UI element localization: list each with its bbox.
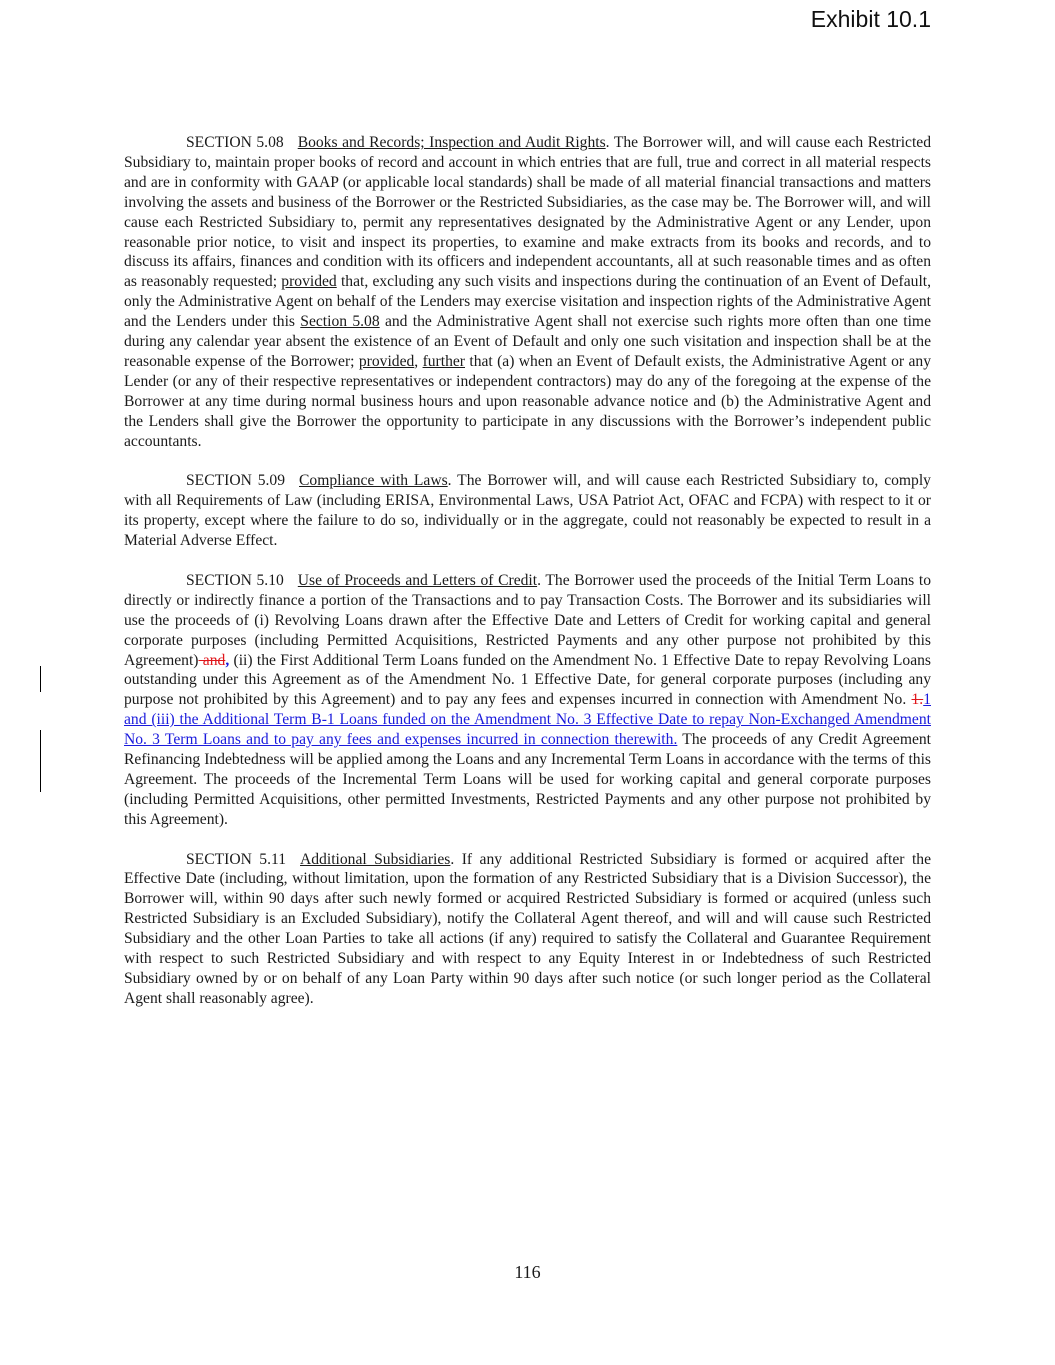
section-title: Use of Proceeds and Letters of Credit bbox=[297, 571, 538, 589]
section-title: Books and Records; Inspection and Audit Rights bbox=[297, 134, 606, 151]
section-text: that (a) when an Event of Default exists, the Administrative Agent or any Lender (or any of their respective representatives or independent contractors) may do any of the foregoing at the expense of the Borrower at any time during normal business hours and upon reasonable advance notice and (b) the Administrative Agent and the Lenders shall give the Borrower the opportunity to participate in any discussions with the Borrower’s independent public accountants. bbox=[124, 352, 931, 450]
section-title: Additional Subsidiaries bbox=[300, 850, 451, 868]
inserted-text: , bbox=[225, 651, 230, 669]
deleted-text: 1. bbox=[911, 691, 924, 709]
page-number: 116 bbox=[514, 1262, 541, 1282]
section-text: The proceeds of any Credit Agreement Refinancing Indebtedness will be applied among the Loans and any Incremental Term Loans in accordance with the terms of this Agreement. The proceeds of the Incremental Term Loans will be used for working capital and general corporate purposes (including Permitted Acquisitions, other permitted Investments, Restricted Payments and any other purpose not prohibited by this Agreement). bbox=[124, 731, 931, 828]
section-text: that, excluding any such visits and inspections during the continuation of an Event of Default, only the Administrative Agent on behalf of the Lenders may exercise visitation and inspection rights of the Administrative Agent and the Lenders under this bbox=[124, 273, 932, 331]
section-5-11 bbox=[124, 850, 931, 1009]
deleted-text: and bbox=[198, 651, 226, 669]
section-number: SECTION 5.08 bbox=[186, 134, 284, 151]
section-5-09 bbox=[124, 471, 931, 551]
provided-term: provided bbox=[358, 352, 415, 370]
section-reference: Section 5.08 bbox=[300, 313, 380, 331]
section-5-10 bbox=[124, 571, 931, 830]
section-text: and the Administrative Agent shall not exercise such rights more often than one time during any calendar year absent the existence of an Event of Default and only one such visitation and inspection shall be at the reasonable expense of the Borrower; bbox=[124, 313, 931, 370]
change-bar bbox=[40, 666, 41, 692]
section-number: SECTION 5.10 bbox=[186, 571, 284, 589]
section-number: SECTION 5.09 bbox=[186, 472, 286, 490]
inserted-text: 1 and (iii) the Additional Term B-1 Loans funded on the Amendment No. 3 Effective Date to repay Non-Exchanged Amendment No. 3 Term Loans and to pay any fees and expenses incurred in connection therewith. bbox=[124, 691, 931, 749]
section-text: . The Borrower used the proceeds of the Initial Term Loans to directly or indirectly finance a portion of the Transactions and to pay Transaction Costs. The Borrower and its subsidiaries will use the proceeds of (i) Revolving Loans drawn after the Effective Date and Letters of Credit for working capital and general corporate purposes (including Permitted Acquisitions, Restricted Payments and any other purpose not prohibited by this Agreement) bbox=[124, 571, 932, 669]
section-title: Compliance with Laws bbox=[299, 472, 448, 490]
provided-term: provided bbox=[281, 273, 337, 291]
section-text: . The Borrower will, and will cause each Restricted Subsidiary to, comply with all Requirements of Law (including ERISA, Environmental Laws, USA Patriot Act, OFAC and FCPA) with respect to it or its property, except where the failure to do so, individually or in the aggregate, could not reasonably be expected to result in a Material Adverse Effect. bbox=[124, 472, 931, 550]
change-bar bbox=[40, 730, 41, 792]
exhibit-label: Exhibit 10.1 bbox=[810, 6, 931, 32]
section-number: SECTION 5.11 bbox=[186, 850, 286, 868]
punctuation: , bbox=[414, 352, 423, 370]
section-5-08 bbox=[124, 133, 931, 452]
section-text: . The Borrower will, and will cause each Restricted Subsidiary to, maintain proper books of record and account in which entries that are full, true and correct in all material respects and are in conformity with GAAP (or applicable local standards) shall be made of all material financial transactions and matters involving the assets and business of the Borrower or the Restricted Subsidiaries, as the case may be. The Borrower will, and will cause each Restricted Subsidiary to, permit any representatives designated by the Administrative Agent or any Lender, upon reasonable prior notice, to visit and inspect its properties, to examine and make extracts from its books and records, and to discuss its affairs, finances and condition with its officers and independent accountants, all at such reasonable times and as often as reasonably requested; bbox=[124, 134, 932, 291]
further-term: further bbox=[422, 352, 465, 370]
section-text: . If any additional Restricted Subsidiary is formed or acquired after the Effective Date (including, without limitation, upon the formation of any Restricted Subsidiary that is a Division Successor), the Borrower will, within 90 days after such newly formed or acquired Restricted Subsidiary is formed or acquired (unless such Restricted Subsidiary is an Excluded Subsidiary), notify the Collateral Agent thereof, and will and will cause such Restricted Subsidiary and the other Loan Parties to take all actions (if any) required to satisfy the Collateral and Guarantee Requirement with respect to such Restricted Subsidiary and with respect to any Equity Interest in or Indebtedness of such Restricted Subsidiary owned by or on behalf of any Loan Party within 90 days after such notice (or such longer period as the Collateral Agent shall reasonably agree). bbox=[124, 850, 931, 1007]
section-text: (ii) the First Additional Term Loans funded on the Amendment No. 1 Effective Date to repay Revolving Loans outstanding under this Agreement as of the Amendment No. 1 Effective Date, for general corporate purposes (including any purpose not prohibited by this Agreement) and to pay any fees and expenses incurred in connection with Amendment No. bbox=[124, 651, 931, 709]
document-body bbox=[124, 133, 931, 1029]
